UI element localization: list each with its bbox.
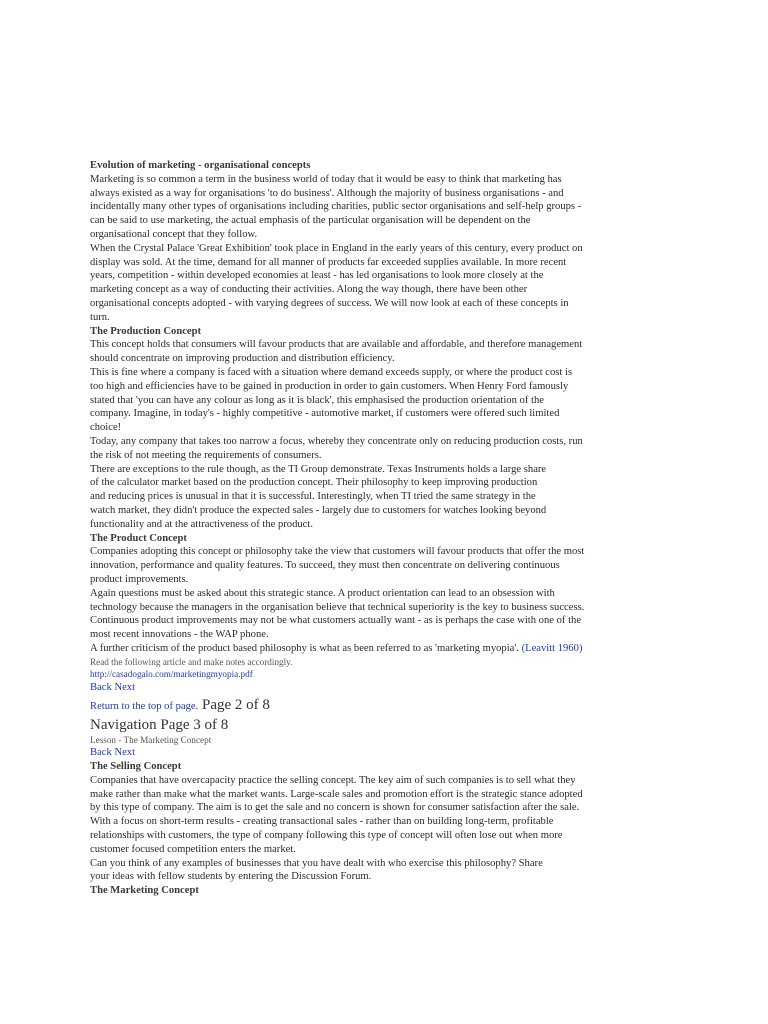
text-line: Companies adopting this concept or philosophy take the view that customers will favour products that offer the most [90,546,585,558]
back-link[interactable]: Back [90,681,112,693]
text-line: Again questions must be asked about this strategic stance. A product orientation can lead to an obsession with [90,587,555,599]
article-note: Read the following article and make notes accordingly. [90,656,293,667]
selling-section [90,774,652,884]
back-link[interactable]: Back [90,747,112,759]
myopia-text: A further criticism of the product based philosophy is what as been referred to as 'marketing myopia'. [90,642,522,654]
document-body [90,159,652,898]
text-line: organisational concepts adopted - with varying degrees of success. We will now look at each of these concepts in [90,297,569,309]
text-line: years, competition - within developed economies at least - has led organisations to look more closely at the [90,270,544,282]
text-line: Today, any company that takes too narrow a focus, whereby they concentrate only on reducing production costs, run [90,435,583,447]
text-line: technology because the managers in the organisation believe that technical superiority is the key to business success. [90,601,585,613]
text-line: the risk of not meeting the requirements of consumers. [90,449,322,461]
text-line: Continuous product improvements may not be what customers actually want - as is perhaps the case with one of the [90,615,582,627]
nav-back-next-1 [90,681,652,695]
text-line: product improvements. [90,573,189,585]
article-url-link[interactable]: http://casadogalo.com/marketingmyopia.pdf [90,669,253,680]
next-link[interactable]: Next [114,747,136,759]
intro-section [90,173,652,325]
text-line: can be said to use marketing, the actual emphasis of the particular organisation will be dependent on the [90,215,531,227]
text-line: make rather than make what the market wants. Large-scale sales and promotion effort is the strategic stance adopted [90,788,583,800]
text-line: your ideas with fellow students by entering the Discussion Forum. [90,871,372,883]
text-line: should concentrate on improving production and distribution efficiency. [90,353,395,365]
text-line: turn. [90,311,110,323]
text-line: marketing concept as a way of conducting their activities. Along the way though, there have been other [90,284,528,296]
text-line: organisational concept that they follow. [90,228,258,240]
text-line: always existed as a way for organisations 'to do business'. Although the majority of business organisations - and [90,187,564,199]
selling-concept-heading: The Selling Concept [90,761,182,773]
text-line: most recent innovations - the WAP phone. [90,629,269,641]
text-line: too high and efficiencies have to be gained in production in order to gain customers. When Henry Ford famously [90,380,569,392]
text-line: relationships with customers, the type of company following this type of concept will often lose out when more [90,830,563,842]
production-section [90,338,652,531]
production-concept-heading: The Production Concept [90,325,202,337]
text-line: company. Imagine, in today's - highly competitive - automotive market, if customers were offered such limited [90,408,560,420]
text-line: of the calculator market based on the production concept. Their philosophy to keep improving production [90,477,538,489]
text-line: innovation, performance and quality features. To succeed, they must then concentrate on delivering continuous [90,560,560,572]
text-line: by this type of company. The aim is to get the sale and no concern is shown for consumer satisfaction after the sale. [90,802,580,814]
text-line: This concept holds that consumers will favour products that are available and affordable, and therefore management [90,339,583,351]
text-line: watch market, they didn't produce the expected sales - largely due to customers for watches looking beyond [90,504,547,516]
text-line: and reducing prices is unusual in that it is successful. Interestingly, when TI tried the same strategy in the [90,491,536,503]
marketing-concept-heading: The Marketing Concept [90,885,199,897]
text-line: Can you think of any examples of businesses that you have dealt with who exercise this philosophy? Share [90,857,543,869]
text-line: Marketing is so common a term in the business world of today that it would be easy to think that marketing has [90,173,562,185]
page-title: Evolution of marketing - organisational concepts [90,160,311,171]
next-link[interactable]: Next [114,681,136,693]
leavitt-citation-link[interactable]: (Leavitt 1960) [521,642,583,654]
page-indicator: Page 2 of 8 [198,696,270,713]
text-line: When the Crystal Palace 'Great Exhibition' took place in England in the early years of this century, every product on [90,242,583,254]
text-line: This is fine where a company is faced with a situation where demand exceeds supply, or where the product cost is [90,366,573,378]
text-line: customer focused competition enters the market. [90,843,296,855]
return-to-top-link[interactable]: Return to the top of page. [90,700,199,712]
lesson-label: Lesson - The Marketing Concept [90,734,212,745]
text-line: There are exceptions to the rule though, as the TI Group demonstrate. Texas Instruments holds a large share [90,463,547,475]
page-footer-line [90,696,652,716]
text-line: Companies that have overcapacity practice the selling concept. The key aim of such companies is to sell what they [90,774,576,786]
navigation-page-title: Navigation Page 3 of 8 [90,716,229,733]
text-line: display was sold. At the time, demand for all manner of products far exceeded supplies available. In more recent [90,256,567,268]
text-line: incidentally many other types of organisations including charities, public sector organisations and self-help groups - [90,201,582,213]
text-line: functionality and at the attractiveness of the product. [90,518,313,530]
nav-back-next-2 [90,746,652,760]
product-section [90,545,652,681]
text-line: stated that 'you can have any colour as long as it is black', this emphasised the production orientation of the [90,394,544,406]
product-concept-heading: The Product Concept [90,532,187,544]
text-line: choice! [90,422,122,434]
myopia-line [90,642,652,656]
text-line: With a focus on short-term results - creating transactional sales - rather than on building long-term, profitable [90,816,554,828]
